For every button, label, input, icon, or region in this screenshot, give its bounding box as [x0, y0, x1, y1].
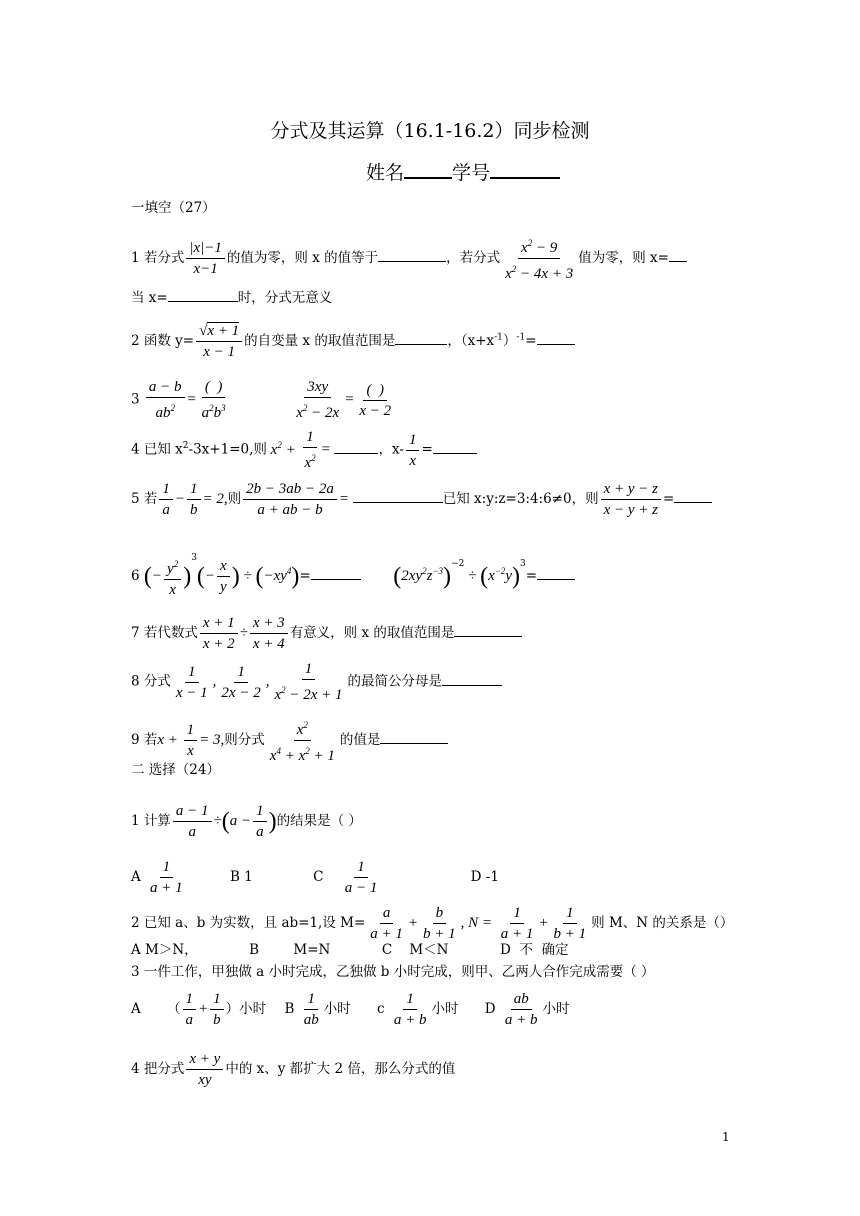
answer-blank[interactable] — [669, 260, 687, 262]
q7-fraction-1: $\frac{x + 1}{x + 2}$ — [200, 614, 238, 653]
q2-fraction: $\frac{√x + 1}{x - 1}$ — [196, 322, 242, 361]
q2-text-f: = — [525, 333, 537, 349]
q5-text-a: 5 若 — [131, 491, 158, 507]
q9-text-a: 9 若 — [131, 732, 158, 748]
answer-blank[interactable] — [537, 343, 575, 345]
answer-blank[interactable] — [442, 684, 502, 686]
c1-option-a-fraction: $\frac{1}{a + 1}$ — [150, 859, 183, 896]
answer-blank[interactable] — [378, 260, 446, 262]
c2-fraction-1: $\frac{a}{a + 1}$ — [370, 905, 403, 942]
c1-option-d[interactable]: D -1 — [470, 869, 499, 885]
q4-fraction-2: $\frac{1}{x}$ — [406, 431, 420, 470]
q7-fraction-2: $\frac{x + 3}{x + 4}$ — [250, 614, 288, 653]
c3-option-b-unit: 小时 — [323, 1001, 351, 1017]
q4-fraction-1: $\frac{1}{x^2}$ — [304, 429, 316, 471]
c2-text-b: 则 M、N 的关系是（） — [591, 915, 734, 931]
q4-text-d: = — [421, 441, 433, 458]
answer-blank[interactable] — [454, 635, 522, 637]
c1-option-b[interactable]: B 1 — [229, 869, 253, 885]
c3-option-d-unit: 小时 — [542, 1001, 570, 1017]
c1-text-b: 的结果是（ ） — [276, 813, 362, 829]
q1-text-a: 1 若分式 — [131, 250, 185, 266]
q3-fraction-1: $\frac{a - b}{ab^2}$ — [146, 378, 185, 422]
c3-option-a-fraction-1: $\frac{1}{a}$ — [183, 990, 197, 1029]
answer-blank[interactable] — [433, 452, 477, 454]
q7-text-a: 7 若代数式 — [131, 625, 198, 641]
c2-fraction-3: $\frac{1}{a + 1}$ — [500, 905, 534, 942]
c1-option-c[interactable]: C — [313, 869, 324, 885]
q6-fraction-2: $\frac{x}{y}$ — [217, 557, 230, 596]
choice-question-4 — [131, 1050, 455, 1089]
q5-text-c: = — [663, 491, 675, 507]
c3-option-a-fraction-2: $\frac{1}{b}$ — [210, 990, 224, 1029]
q4-text-b: -3x+1=0,则 — [188, 441, 267, 458]
q3-fraction-3: $\frac{3xy}{x^2 - 2x}$ — [296, 379, 340, 421]
c1-fraction-1: $\frac{a - 1}{a}$ — [173, 802, 212, 841]
c3-option-b-fraction: $\frac{1}{ab}$ — [303, 991, 319, 1028]
q4-text-c: ，x- — [378, 441, 404, 458]
q2-exp-2: -1 — [516, 332, 526, 343]
c3-option-d[interactable]: D — [484, 1001, 496, 1017]
c3-option-c-fraction: $\frac{1}{a + b}$ — [393, 991, 427, 1028]
answer-blank[interactable] — [334, 452, 378, 454]
q5-fraction-3: $\frac{2b - 3ab - 2a}{a + ab - b}$ — [243, 480, 337, 519]
name-blank[interactable] — [404, 176, 452, 179]
page-number: 1 — [722, 1130, 730, 1144]
q1-fraction-1: $\frac{|x|-1}{x-1}$ — [186, 239, 225, 278]
q3-fraction-2: $\frac{( )}{a^2b^3}$ — [201, 379, 226, 421]
question-1-cont — [131, 288, 332, 308]
question-7: 7 若代数式 $\frac{x + 1}{x + 2}$ ÷ $\frac{x + 3}{x + 4}$ 有意义，则 x 的取值范围是 — [131, 614, 522, 653]
q8-fraction-2: $\frac{1}{2x - 2}$ — [221, 663, 261, 701]
answer-blank[interactable] — [353, 501, 443, 503]
q8-text-b: 的最简公分母是 — [347, 673, 443, 690]
c3-option-a-unit: ）小时 — [225, 1001, 267, 1017]
question-6: 6 (− $\frac{y^2}{x}$ )$^3$(− $\frac{x}{y}$ ) ÷ $(-xy^4)= (2xy^2z^{-3})^{-2} \div (x^{-2}y)^3=$ — [131, 548, 575, 599]
c3-option-c-unit: 小时 — [431, 1001, 459, 1017]
q2-text-e: ） — [502, 333, 517, 349]
q2-text-b: 的自变量 x 的取值范围是 — [244, 333, 396, 349]
choice-question-1: 1 计算 $\frac{a - 1}{a}$ ÷(a − $\frac{1}{a}$ )的结果是（ ） — [131, 803, 362, 840]
q6-fraction-1: $\frac{y^2}{x}$ — [164, 555, 181, 599]
q6-number: 6 — [131, 568, 140, 584]
c4-text-b: 中的 x、y 都扩大 2 倍，那么分式的值 — [225, 1061, 456, 1077]
c3-option-b[interactable]: B — [284, 1001, 295, 1017]
c1-option-c-fraction: $\frac{1}{a - 1}$ — [344, 859, 378, 896]
q1-text-e: 当 x= — [131, 290, 168, 306]
q8-fraction-1: $\frac{1}{x - 1}$ — [175, 663, 208, 701]
question-1 — [131, 234, 687, 283]
q7-text-b: 有意义，则 x 的取值范围是 — [289, 625, 455, 641]
q2-text-c: ，（x+x — [447, 333, 495, 349]
section-fill-heading: 一填空（27） — [131, 200, 216, 216]
c3-option-c[interactable]: c — [376, 1001, 385, 1017]
c2-fraction-4: $\frac{1}{b + 1}$ — [553, 905, 587, 942]
q5-text-b: 已知 x:y:z=3:4:6≠0，则 — [442, 491, 599, 507]
c3-option-d-fraction: $\frac{ab}{a + b}$ — [504, 991, 538, 1028]
answer-blank[interactable] — [537, 578, 575, 580]
q5-fraction-2: $\frac{1}{b}$ — [187, 480, 201, 519]
c4-fraction: $\frac{x + y}{xy}$ — [186, 1050, 223, 1089]
c1-fraction-2: $\frac{1}{a}$ — [253, 802, 267, 841]
q5-fraction-1: $\frac{1}{a}$ — [159, 480, 173, 519]
q3-fraction-4: $\frac{( )}{x - 2}$ — [359, 381, 392, 419]
answer-blank[interactable] — [395, 343, 447, 345]
q9-text-b: 的值是 — [339, 732, 381, 748]
id-label: 学号 — [452, 162, 491, 184]
q2-exp: -1 — [494, 332, 503, 343]
answer-blank[interactable] — [311, 578, 361, 580]
choice-question-2: 2 已知 a、b 为实数，且 ab=1,设 M= $\frac{a}{a + 1}$ + $\frac{b}{b + 1}$ , N = $\frac{1}{a + 1}$ + $\frac{1}{b + 1}$ 则 M、N 的关系是（） — [131, 905, 734, 942]
c2-fraction-2: $\frac{b}{b + 1}$ — [423, 905, 456, 942]
q4-text-a: 4 已知 x — [131, 441, 183, 458]
q9-fraction-2: $\frac{x^2}{x^4 + x^2 + 1}$ — [267, 716, 338, 765]
section-choice-heading: 二 选择（24） — [131, 762, 220, 778]
q2-text-a: 2 函数 y= — [131, 333, 195, 349]
c4-text-a: 4 把分式 — [131, 1061, 185, 1077]
c2-text-a: 2 已知 a、b 为实数，且 ab=1,设 M= — [131, 915, 366, 931]
c1-text-a: 1 计算 — [131, 813, 171, 829]
choice-3-options: A （ $\frac{1}{a}$ + $\frac{1}{b}$ ）小时 B $\frac{1}{ab}$ 小时 c $\frac{1}{a + b}$ 小时 D $\frac{ab}{a + b}$ 小时 — [131, 991, 570, 1028]
id-blank[interactable] — [490, 176, 560, 179]
q8-fraction-3: $\frac{1}{x^2 - 2x + 1}$ — [274, 661, 343, 703]
q1-fraction-2: $\frac{x^2 - 9}{x^2 - 4x + 3}$ — [502, 234, 576, 283]
answer-blank[interactable] — [168, 300, 238, 302]
question-5: 5 若 $\frac{1}{a}$ − $\frac{1}{b}$ = 2,则 $\frac{2b - 3ab - 2a}{a + ab - b}$ = 已知 x:y:z=3:4:6≠0，则 $\frac{x + y - z}{x - y + z}$ = — [131, 480, 712, 519]
question-8: 8 分式 $\frac{1}{x - 1}$ , $\frac{1}{2x - 2}$ , $\frac{1}{x^2 - 2x + 1}$ 的最简公分母是 — [131, 660, 502, 704]
q8-text-a: 8 分式 — [131, 673, 171, 690]
c3-option-a[interactable]: A — [131, 1001, 141, 1017]
q9-fraction-1: $\frac{1}{x}$ — [184, 721, 198, 760]
answer-blank[interactable] — [674, 501, 712, 503]
answer-blank[interactable] — [380, 742, 448, 744]
question-2 — [131, 322, 575, 361]
choice-question-3: 3 一件工作，甲独做 a 小时完成，乙独做 b 小时完成，则甲、乙两人合作完成需要（ ） — [131, 964, 655, 980]
name-id-line — [366, 158, 560, 185]
choice-1-options — [131, 858, 499, 897]
q3-number: 3 — [131, 391, 140, 408]
q1-text-d: 值为零，则 x= — [578, 250, 669, 266]
c1-option-a[interactable]: A — [131, 869, 141, 885]
name-label: 姓名 — [366, 162, 405, 184]
question-3: 3 $\frac{a - b}{ab^2}$ = $\frac{( )}{a^2b^3}$ $\frac{3xy}{x^2 - 2x}$ = $\frac{( )}{x - 2}$ — [131, 378, 396, 422]
q1-text-c: ，若分式 — [446, 250, 501, 266]
question-9: 9 若x + $\frac{1}{x}$ = 3,则分式 $\frac{x^2}{x^4 + x^2 + 1}$ 的值是 — [131, 716, 448, 765]
page-title: 分式及其运算（16.1-16.2）同步检测 — [270, 120, 590, 142]
question-4: 4 已知 $x^2-3x+1=0$,则 $x^2$ + $\frac{1}{x^2}$ = ，x- $\frac{1}{x}$ = — [131, 428, 477, 472]
q1-text-b: 的值为零，则 x 的值等于 — [226, 250, 379, 266]
q5-fraction-4: $\frac{x + y - z}{x - y + z}$ — [601, 480, 661, 519]
choice-2-options[interactable]: A M＞N， B M=N C M＜N D 不 确定 — [131, 942, 569, 958]
q1-text-f: 时，分式无意义 — [237, 290, 333, 306]
